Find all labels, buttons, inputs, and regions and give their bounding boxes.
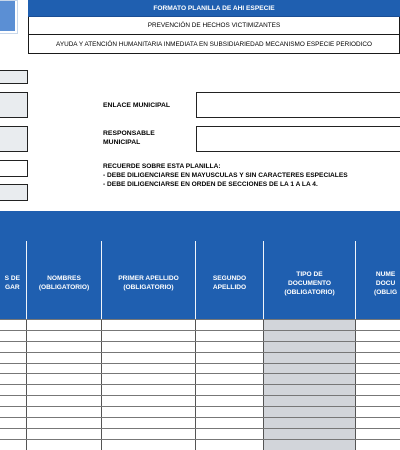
grid-row-line (0, 352, 400, 353)
form-title: FORMATO PLANILLA DE AHI ESPECIE (28, 0, 400, 17)
col-header-primer-apellido: PRIMER APELLIDO (OBLIGATORIO) (102, 241, 196, 319)
left-field-2[interactable] (0, 92, 28, 118)
col-header-tipo-documento: TIPO DE DOCUMENTO (OBLIGATORIO) (264, 241, 356, 319)
col-header-lugar: S DE GAR (0, 241, 27, 319)
section-band (0, 211, 400, 241)
form-subtitle: PREVENCIÓN DE HECHOS VICTIMIZANTES (28, 17, 400, 35)
instructions-note (103, 162, 348, 189)
left-field-1[interactable] (0, 70, 28, 84)
enlace-municipal-label: ENLACE MUNICIPAL (103, 102, 171, 109)
col-header-segundo-apellido: SEGUNDO APELLIDO (196, 241, 264, 319)
left-field-3[interactable] (0, 126, 28, 152)
grid-row-line (0, 439, 400, 440)
responsable-municipal-label: RESPONSABLE MUNICIPAL (103, 130, 155, 146)
grid-row-line (0, 363, 400, 364)
grid-row-line (0, 428, 400, 429)
left-field-5[interactable] (0, 184, 28, 201)
instructions-line-1: - DEBE DILIGENCIARSE EN MAYUSCULAS Y SIN CARACTERES ESPECIALES (103, 172, 348, 179)
instructions-title: RECUERDE SOBRE ESTA PLANILLA: (103, 163, 221, 170)
grid-row-line (0, 319, 400, 320)
grid-row-line (0, 406, 400, 407)
responsable-municipal-input[interactable] (196, 126, 400, 152)
grid-row-line (0, 373, 400, 374)
col-header-nombres: NOMBRES (OBLIGATORIO) (27, 241, 102, 319)
left-field-4[interactable] (0, 160, 28, 177)
form-description: AYUDA Y ATENCIÓN HUMANITARIA INMEDIATA EN SUBSIDIARIEDAD MECANISMO ESPECIE PERIODICO (28, 35, 400, 54)
instructions-line-2: - DEBE DILIGENCIARSE EN ORDEN DE SECCIONES DE LA 1 A LA 4. (103, 181, 318, 188)
logo-image (0, 1, 15, 31)
enlace-municipal-input[interactable] (196, 92, 400, 118)
grid-row-line (0, 395, 400, 396)
logo (0, 0, 18, 34)
col-header-numero-documento: NUME DOCU (OBLIG (374, 270, 398, 296)
grid-row-line (0, 341, 400, 342)
grid-row-line (0, 417, 400, 418)
grid-row-line (0, 330, 400, 331)
grid-row-line (0, 384, 400, 385)
